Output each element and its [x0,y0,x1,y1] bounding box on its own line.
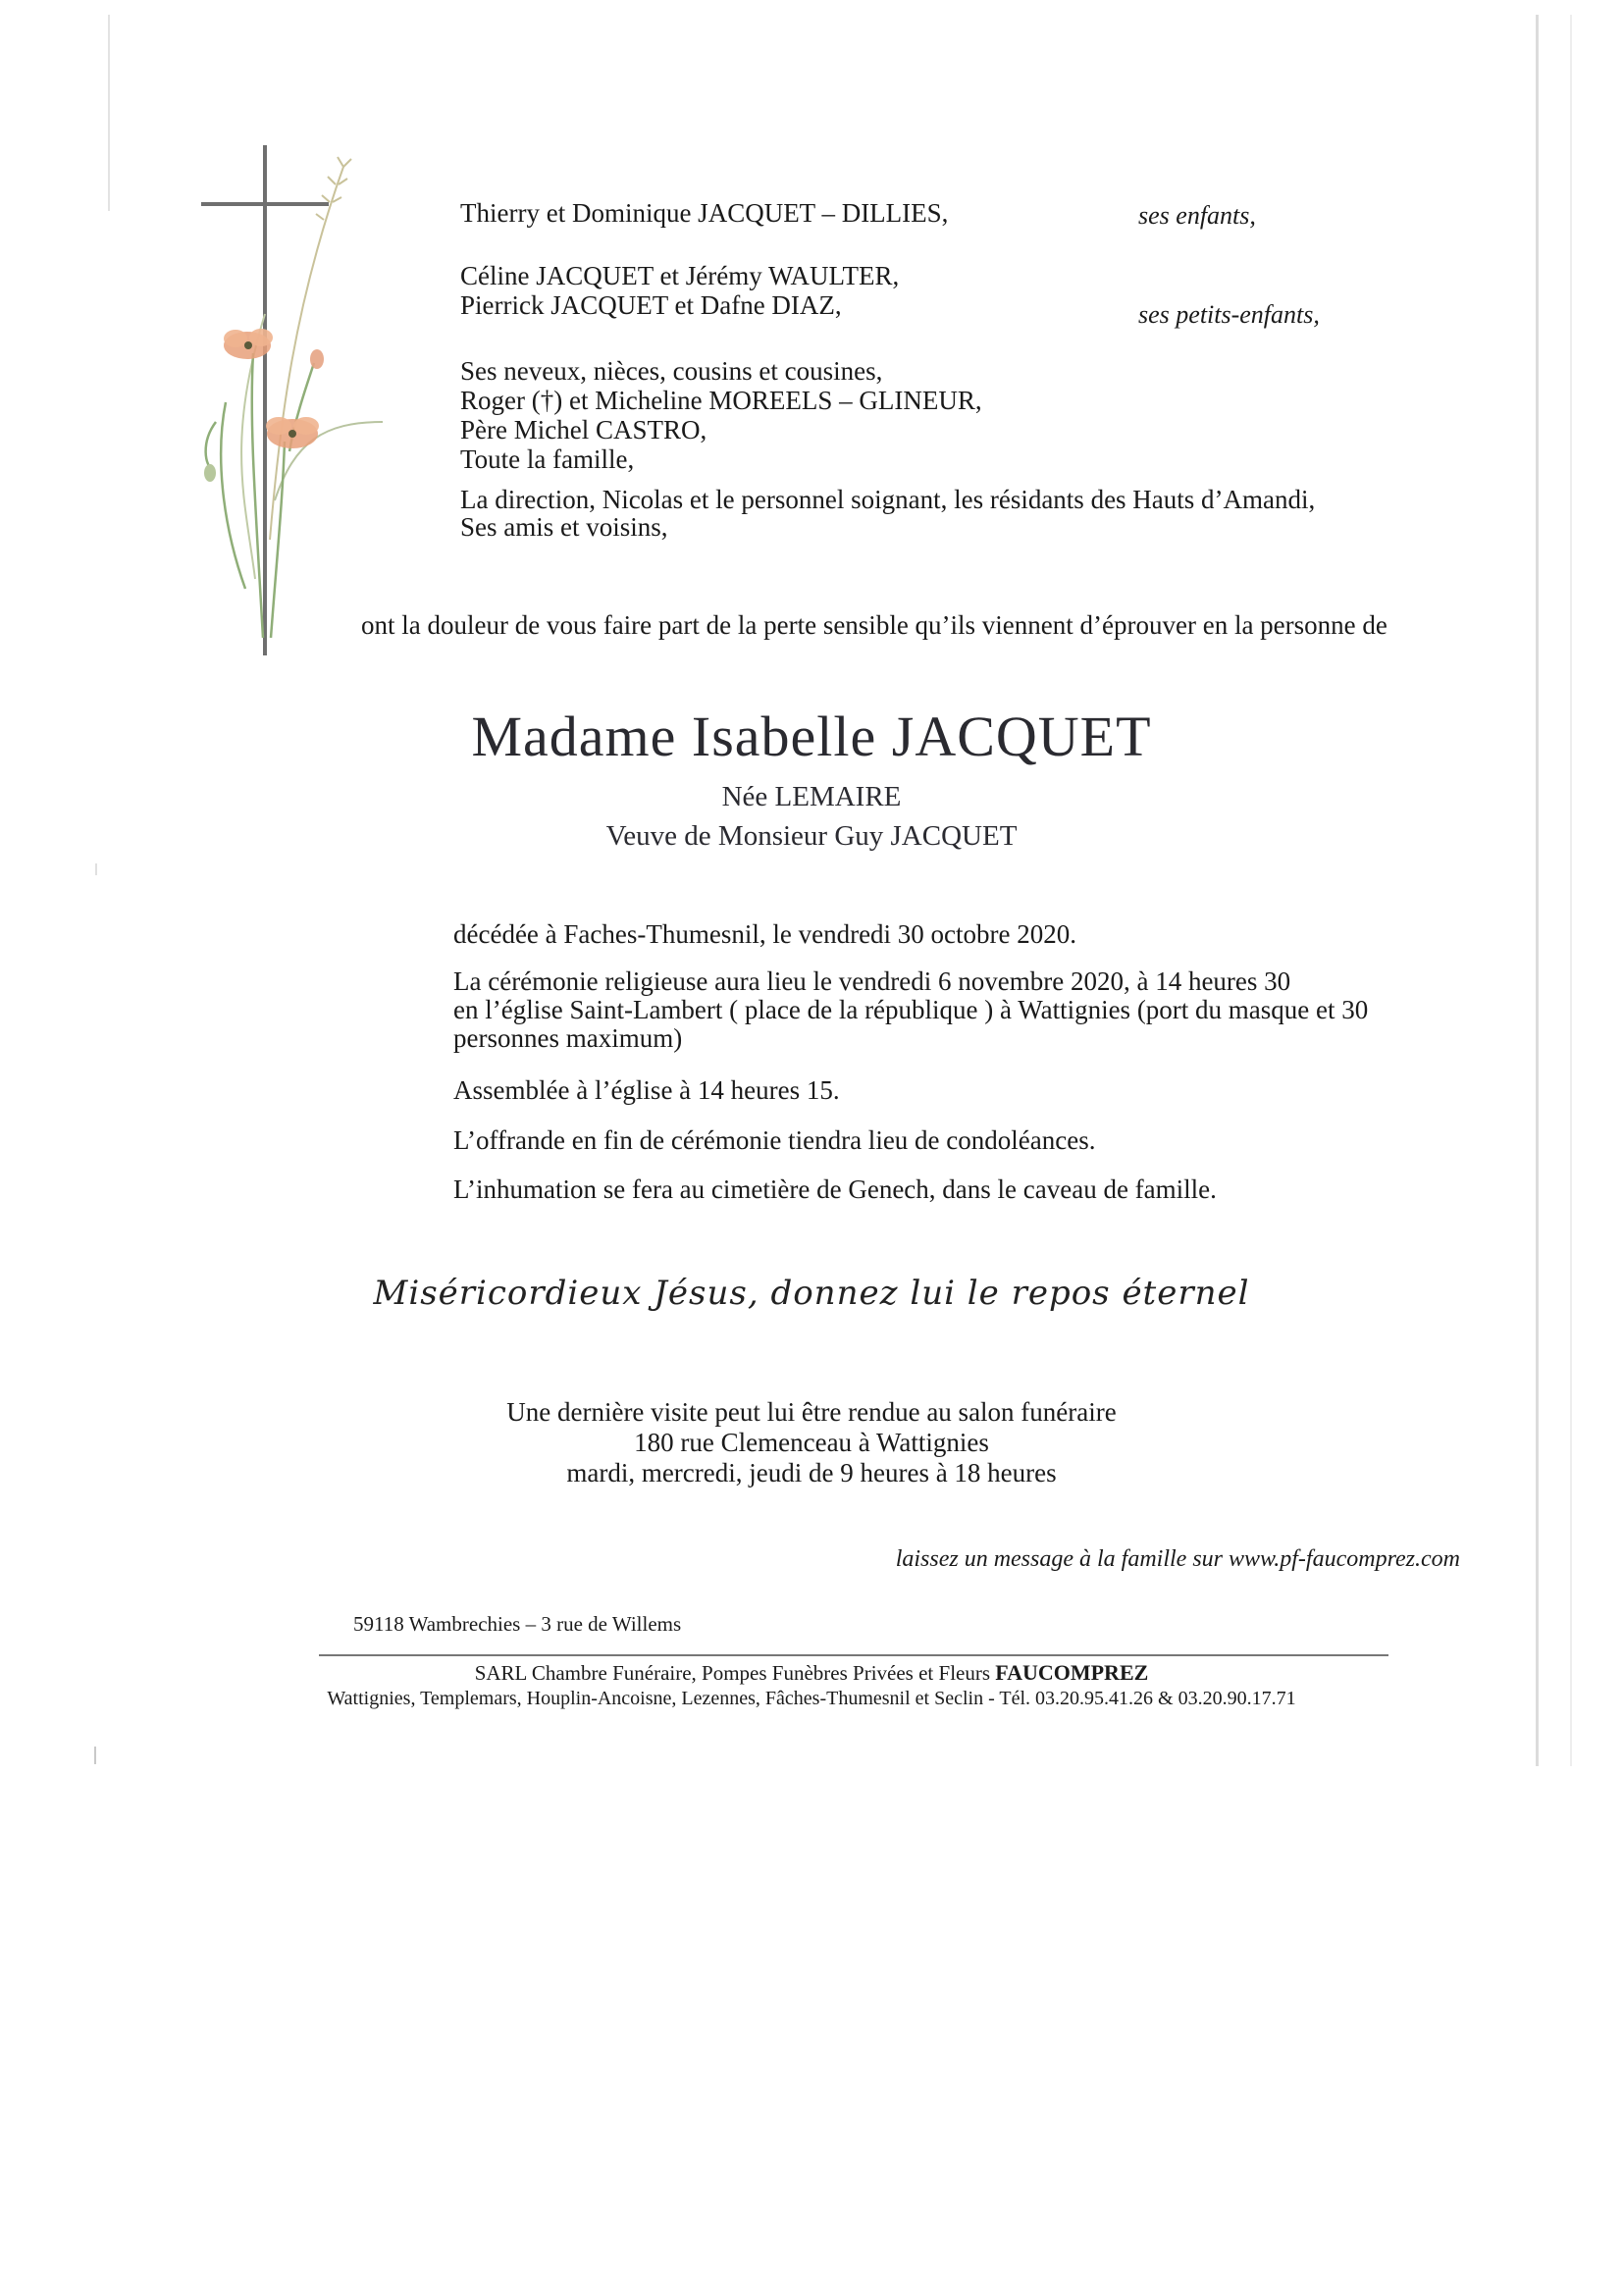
role-children: ses enfants, [1138,201,1256,230]
relatives-line: Père Michel CASTRO, [460,415,707,444]
relatives-line: La direction, Nicolas et le personnel soignant, les résidants des Hauts d’Amandi, [460,485,1316,514]
widow-of: Veuve de Monsieur Guy JACQUET [605,820,1018,852]
relatives-line: Ses neveux, nièces, cousins et cousines, [460,356,883,386]
cross-horizontal [201,202,329,206]
footer-company-prefix: SARL Chambre Funéraire, Pompes Funèbres Privées et Fleurs [474,1661,991,1685]
message-link[interactable]: laissez un message à la famille sur www.pf-faucomprez.com [895,1546,1460,1572]
burial-note: L’inhumation se fera au cimetière de Genech, dans le caveau de famille. [453,1174,1217,1204]
scan-edge [1536,15,1539,1766]
ceremony-line: personnes maximum) [453,1023,683,1053]
family-grandchild-1: Céline JACQUET et Jérémy WAULTER, [460,261,900,290]
ceremony-line: La cérémonie religieuse aura lieu le vendredi 6 novembre 2020, à 14 heures 30 [453,966,1291,996]
maiden-name: Née LEMAIRE [721,781,902,812]
footer-locations: Wattignies, Templemars, Houplin-Ancoisne, Lezennes, Fâches-Thumesnil et Seclin - Tél. 03.20.95.41.26 & 03.20.90.17.71 [327,1688,1296,1709]
relatives-line: Ses amis et voisins, [460,512,668,542]
death-notice: décédée à Faches-Thumesnil, le vendredi 30 octobre 2020. [453,919,1077,949]
cross-poppy-decoration [186,128,412,677]
scan-edge [94,1747,96,1764]
scan-edge [108,15,110,211]
poppy-stems [206,353,314,638]
scan-edge [1570,15,1572,1766]
announcement-text: ont la douleur de vous faire part de la perte sensible qu’ils viennent d’éprouver en la personne de [361,610,1387,640]
relatives-line: Toute la famille, [460,444,635,474]
visit-line: Une dernière visite peut lui être rendue au salon funéraire [506,1397,1117,1427]
offering-note: L’offrande en fin de cérémonie tiendra lieu de condoléances. [453,1125,1096,1155]
footer-company [0,1660,1623,1686]
visit-hours: mardi, mercredi, jeudi de 9 heures à 18 heures [566,1458,1057,1487]
family-grandchild-2: Pierrick JACQUET et Dafne DIAZ, [460,290,842,320]
address: 59118 Wambrechies – 3 rue de Willems [353,1612,682,1636]
cross-vertical [263,145,267,655]
footer-divider [319,1654,1388,1656]
family-children: Thierry et Dominique JACQUET – DILLIES, [460,198,949,228]
visit-address: 180 rue Clemenceau à Wattignies [634,1428,989,1457]
poppy-flower [266,417,319,448]
role-grandchildren: ses petits-enfants, [1138,300,1320,329]
scan-edge [95,863,97,875]
deceased-name: Madame Isabelle JACQUET [471,704,1152,768]
footer-company-name: FAUCOMPREZ [995,1660,1149,1685]
prayer-script: Miséricordieux Jésus, donnez lui le repos éternel [373,1274,1250,1313]
ceremony-line: en l’église Saint-Lambert ( place de la république ) à Wattignies (port du masque et 30 [453,995,1369,1024]
relatives-line: Roger (†) et Micheline MOREELS – GLINEUR, [460,386,982,415]
assembly-time: Assemblée à l’église à 14 heures 15. [453,1075,840,1105]
